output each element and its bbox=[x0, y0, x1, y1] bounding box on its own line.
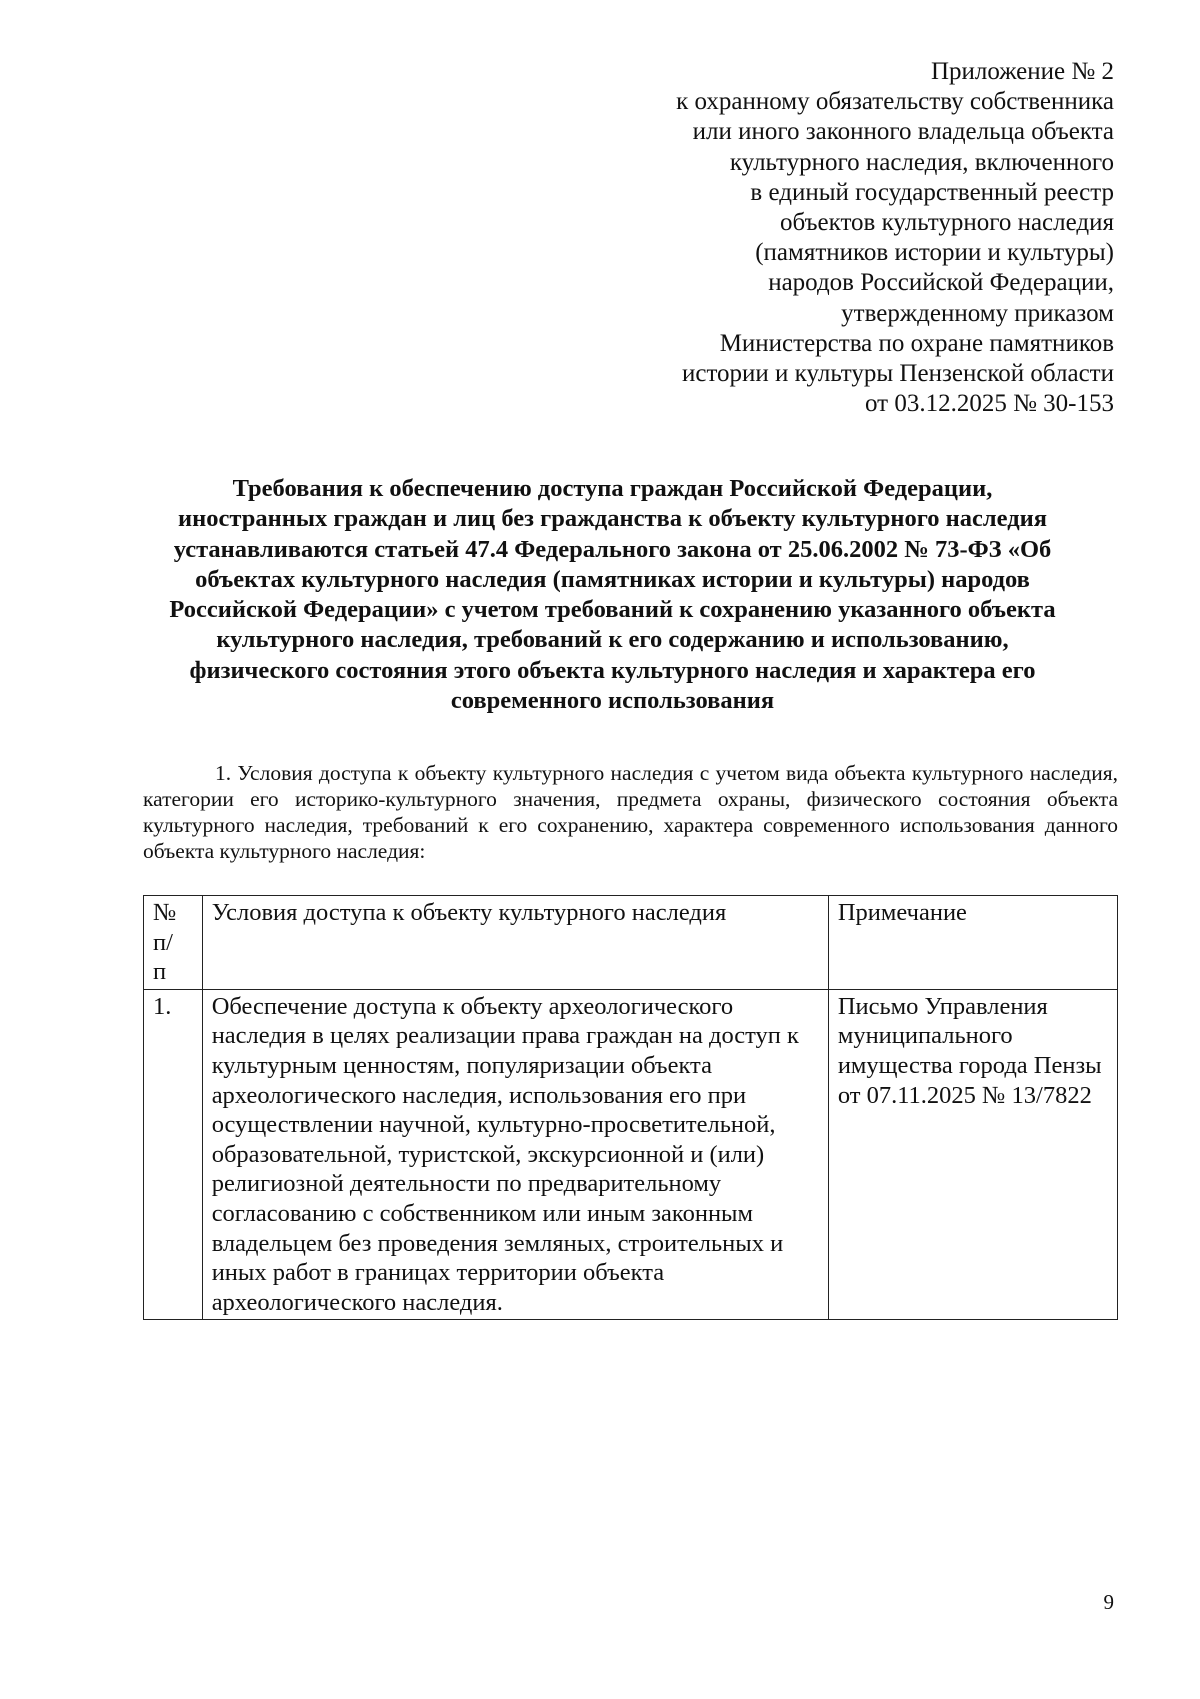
title-line: Российской Федерации» с учетом требований к сохранению указанного объекта bbox=[169, 596, 1056, 624]
table-row bbox=[144, 989, 1118, 1320]
appendix-line: или иного законного владельца объекта bbox=[692, 118, 1114, 146]
appendix-line: Министерства по охране памятников bbox=[719, 329, 1114, 357]
title-line: объектах культурного наследия (памятниках истории и культуры) народов bbox=[195, 565, 1030, 593]
intro-paragraph: 1. Условия доступа к объекту культурного наследия с учетом вида объекта культурного наследия, категории его историко-культурного значения, предмета охраны, физического состояния объекта культурного наследия, требований к его сохранению, характера современного использования данного объекта культурного наследия: bbox=[143, 761, 1118, 863]
row-note: Письмо Управления муниципального имущества города Пензы от 07.11.2025 № 13/7822 bbox=[828, 989, 1117, 1320]
appendix-line: утвержденному приказом bbox=[841, 299, 1114, 327]
appendix-line: культурного наследия, включенного bbox=[729, 148, 1114, 176]
header-condition: Условия доступа к объекту культурного наследия bbox=[202, 896, 828, 990]
row-number: 1. bbox=[144, 989, 203, 1320]
header-note: Примечание bbox=[828, 896, 1117, 990]
header-number bbox=[144, 896, 203, 990]
page-number: 9 bbox=[1103, 1590, 1114, 1614]
header-number-line: п bbox=[153, 958, 167, 986]
appendix-line: истории и культуры Пензенской области bbox=[681, 360, 1114, 388]
title-line: иностранных граждан и лиц без гражданства к объекту культурного наследия bbox=[178, 505, 1047, 533]
row-condition: Обеспечение доступа к объекту археологического наследия в целях реализации права граждан на доступ к культурным ценностям, популяризации объекта археологического наследия, использования его при осуществлении научной, культурно-просветительной, образовательной, туристской, экскурсионной и (или) религиозной деятельности по предварительному согласованию с собственником или иным законным владельцем без проведения земляных, строительных и иных работ в границах территории объекта археологического наследия. bbox=[202, 989, 828, 1320]
title-line: Требования к обеспечению доступа граждан Российской Федерации, bbox=[232, 475, 993, 502]
title-line: устанавливаются статьей 47.4 Федерального закона от 25.06.2002 № 73-ФЗ «Об bbox=[173, 535, 1052, 563]
header-number-line: п/ bbox=[153, 928, 173, 956]
appendix-line: к охранному обязательству собственника bbox=[676, 88, 1114, 116]
appendix-line: народов Российской Федерации, bbox=[768, 269, 1114, 297]
title-line: современного использования bbox=[450, 687, 775, 715]
appendix-line: объектов культурного наследия bbox=[780, 209, 1114, 237]
title-line: культурного наследия, требований к его содержанию и использованию, bbox=[216, 626, 1009, 654]
header-number-line: № bbox=[153, 899, 177, 926]
appendix-line: от 03.12.2025 № 30-153 bbox=[864, 390, 1114, 418]
appendix-line: Приложение № 2 bbox=[930, 58, 1114, 85]
appendix-line: (памятников истории и культуры) bbox=[755, 239, 1114, 267]
document-title bbox=[130, 474, 1095, 716]
appendix-line: в единый государственный реестр bbox=[750, 178, 1114, 206]
access-conditions-table bbox=[143, 895, 1118, 1320]
table-header-row bbox=[144, 896, 1118, 990]
title-line: физического состояния этого объекта культурного наследия и характера его bbox=[189, 656, 1036, 684]
appendix-block bbox=[554, 57, 1114, 419]
